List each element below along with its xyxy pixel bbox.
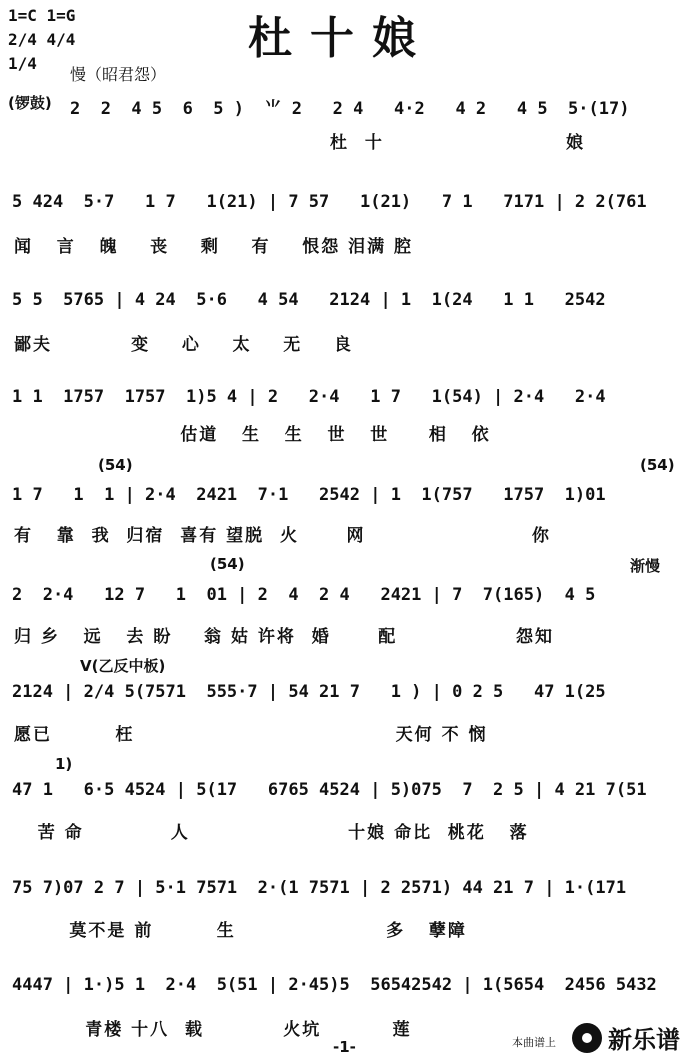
tempo-marking: 慢（昭君怨） bbox=[70, 65, 167, 84]
notation-row-4: 1 1 1757 1757 1)5 4 | 2 2·4 1 7 1(54) | 2·4 2·4 bbox=[12, 387, 606, 407]
paren-annotation: (54) bbox=[98, 456, 133, 474]
notation-row-6: 2 2·4 12 7 1 01 | 2 4 2 4 2421 | 7 7(165) 4 5 bbox=[12, 585, 596, 605]
vinyl-disc-icon bbox=[572, 1023, 602, 1053]
footer-note: 本曲谱上 bbox=[512, 1036, 556, 1049]
notation-row-5: 1 7 1 1 | 2·4 2421 7·1 2542 | 1 1(757 1757 1)01 bbox=[12, 485, 606, 505]
paren-annotation: 1) bbox=[55, 755, 73, 773]
lyrics-row-10: 青楼 十八 载 火坑 莲 bbox=[14, 1020, 412, 1040]
notation-row-9: 75 7)07 2 7 | 5·1 7571 2·(1 7571 | 2 2571) 44 21 7 | 1·(171 bbox=[12, 878, 627, 898]
lyrics-row-1: 杜 十 娘 bbox=[330, 133, 585, 153]
paren-annotation: (54) bbox=[640, 456, 675, 474]
key-signature: 1=C 1=G bbox=[8, 6, 76, 25]
notation-row-8: 47 1 6·5 4524 | 5(17 6765 4524 | 5)075 7 2 5 | 4 21 7(51 bbox=[12, 780, 647, 800]
meter-line-2: 1/4 bbox=[8, 54, 37, 73]
lyrics-row-5: 有 靠 我 归宿 喜有 望脱 火 网 你 bbox=[14, 526, 551, 546]
notation-row-1: 2 2 4 5 6 5 ) ⺌ 2 2 4 4·2 4 2 4 5 5·(17) bbox=[70, 99, 630, 119]
section-annotation: V(乙反中板) bbox=[80, 657, 166, 675]
notation-row-10: 4447 | 1·)5 1 2·4 5(51 | 2·45)5 56542542 | 1(5654 2456 5432 bbox=[12, 975, 657, 995]
lyrics-row-4: 估道 生 生 世 世 相 依 bbox=[14, 425, 491, 445]
lyrics-row-3: 鄙夫 变 心 太 无 良 bbox=[14, 335, 353, 355]
page-number: -1- bbox=[333, 1038, 356, 1056]
lyrics-row-9: 莫不是 前 生 多 孽障 bbox=[14, 921, 467, 941]
notation-row-3: 5 5 5765 | 4 24 5·6 4 54 2124 | 1 1(24 1 1 2542 bbox=[12, 290, 606, 310]
intro-annotation: (锣鼓) bbox=[8, 94, 52, 112]
lyrics-row-6: 归 乡 远 去 盼 翁 姑 许将 婚 配 怨知 bbox=[14, 627, 554, 647]
brand-logo bbox=[572, 1020, 680, 1055]
brand-name: 新乐谱 bbox=[608, 1026, 680, 1054]
lyrics-row-8: 苦 命 人 十娘 命比 桃花 落 bbox=[14, 823, 529, 843]
notation-row-7: 2124 | 2/4 5(7571 555·7 | 54 21 7 1 ) | 0 2 5 47 1(25 bbox=[12, 682, 606, 702]
paren-annotation: (54) bbox=[210, 555, 245, 573]
meter-line-1: 2/4 4/4 bbox=[8, 30, 76, 49]
lyrics-row-2: 闻 言 魄 丧 剩 有 恨怨 泪满 腔 bbox=[14, 237, 414, 257]
lyrics-row-7: 愿已 枉 天何 不 悯 bbox=[14, 725, 488, 745]
song-title: 杜十娘 bbox=[248, 13, 434, 64]
notation-row-2: 5 424 5·7 1 7 1(21) | 7 57 1(21) 7 1 7171 | 2 2(761 bbox=[12, 192, 647, 212]
tempo-annotation: 渐慢 bbox=[630, 557, 661, 575]
